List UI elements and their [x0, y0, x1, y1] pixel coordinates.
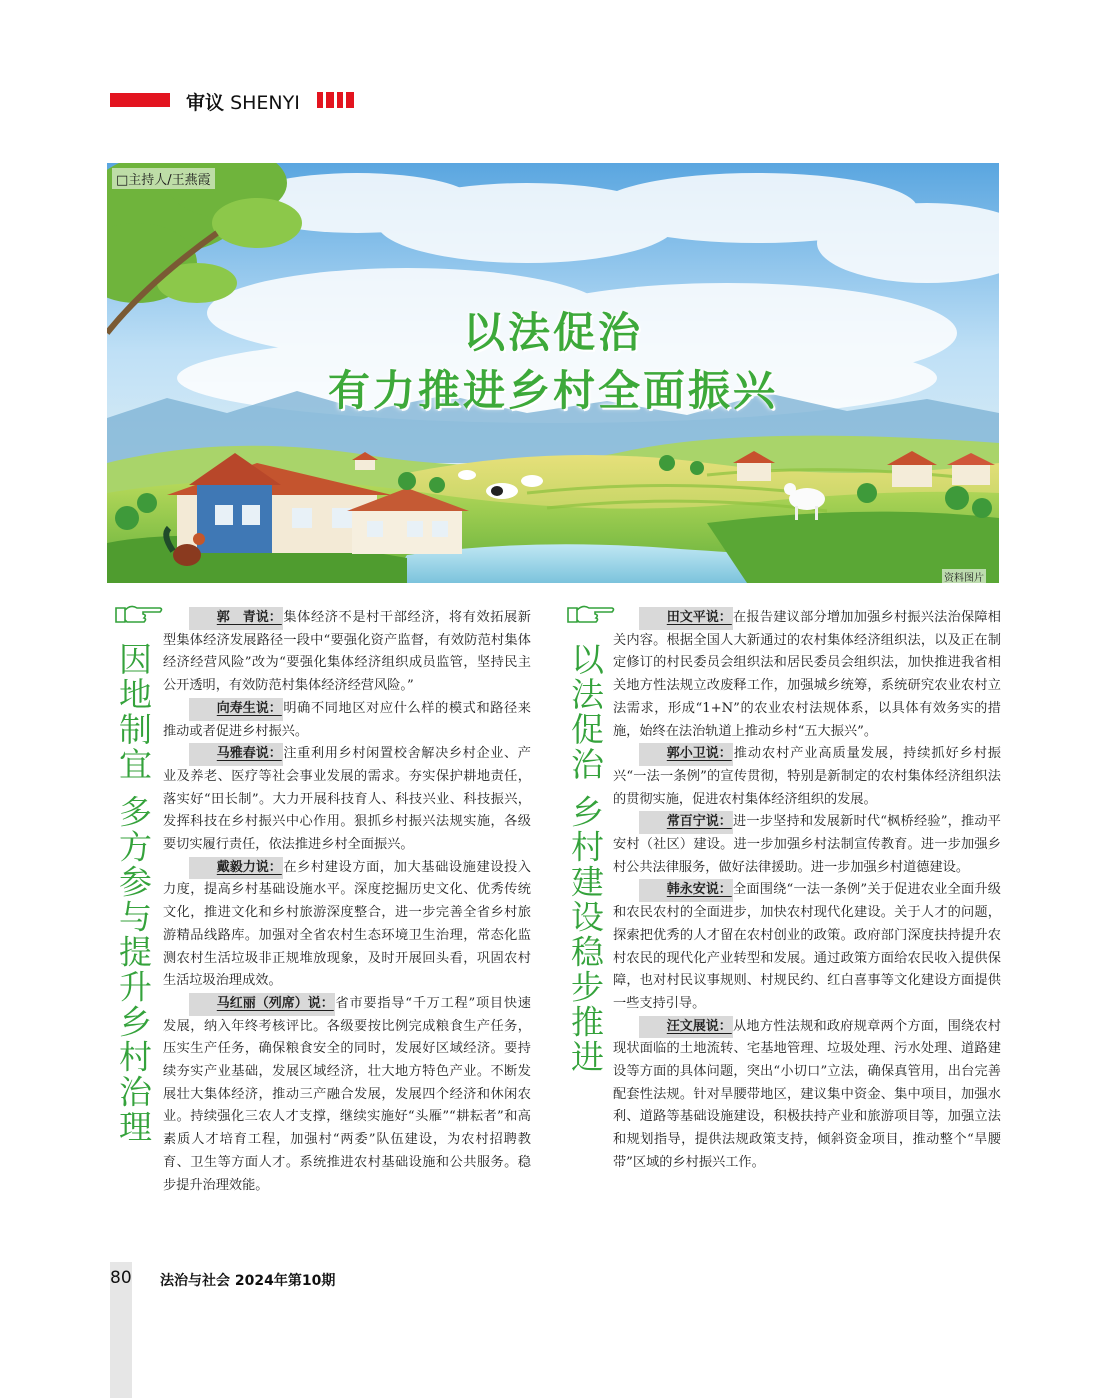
pointing-hand-icon: [113, 600, 165, 630]
speaker-label: 戴毅力说：: [189, 857, 282, 880]
stripe: [317, 92, 323, 108]
speaker-label: 马红丽（列席）说：: [189, 993, 334, 1016]
speech-text: 集体经济不是村干部经济，将有效拓展新型集体经济发展路径一段中“要强化资产监督，有效防范村集体经济经营风险”改为“要强化集体经济组织成员监管，坚持民主公开透明，有效防范村集体经济经营风险。”: [163, 610, 531, 694]
speaker-label: 韩永安说：: [639, 879, 732, 902]
speaker-label: 田文平说：: [639, 607, 732, 630]
section-label-en: SHENYI: [230, 92, 300, 114]
article-title-line1: 以法促治: [462, 308, 643, 357]
header-stripes: [317, 92, 354, 108]
page-number: 80: [110, 1268, 132, 1288]
speaker-label: 向寿生说：: [189, 698, 282, 721]
speaker-label: 郭小卫说：: [639, 743, 732, 766]
image-credit: 资料图片: [942, 569, 986, 584]
speech-text: 省市要指导“千万工程”项目快速发展，纳入年终考核评比。各级要按比例完成粮食生产任务，压实生产任务，确保粮食安全的同时，发展好区域经济。要持续夯实产业基础，发展区域经济，壮大地方特色产业。不断发展壮大集体经济，推动三产融合发展，发展四个经济和休闲农业。持续强化三农人才支撑，继续实施好“头雁”“耕耘者”和高素质人才培育工程，加强村“两委”队伍建设，为农村招聘教育、卫生等方面人才。系统推进农村基础设施和公共服务。稳步提升治理效能。: [163, 995, 531, 1193]
left-section-heading: 因地制宜 多方参与提升乡村治理: [114, 642, 153, 1145]
pointing-hand-icon: [565, 600, 617, 630]
speaker-label: 郭 青说：: [189, 607, 282, 630]
speech-paragraph: [163, 993, 531, 1197]
stripe: [337, 92, 343, 108]
speech-paragraph: [163, 698, 531, 743]
speaker-label: 马雅春说：: [189, 743, 282, 766]
speech-paragraph: [163, 607, 531, 698]
speech-text: 从地方性法规和政府规章两个方面，围绕农村现状面临的土地流转、宅基地管理、垃圾处理、污水处理、道路建设等方面的具体问题，突出“小切口”立法，确保真管用，出台完善配套性法规。针对旱腰带地区，建议集中资金、集中项目，加强水利、道路等基础设施建设，积极扶持产业和旅游项目等，加强立法和规划指导，提供法规政策支持，倾斜资金项目，推动整个“旱腰带”区域的乡村振兴工作。: [613, 1018, 1001, 1170]
speech-paragraph: [613, 1016, 1001, 1175]
right-section-heading: 以法促治 乡村建设稳步推进: [566, 642, 605, 1075]
speaker-label: 常百宁说：: [639, 811, 732, 834]
speech-text: 明确不同地区对应什么样的模式和路径来推动或者促进乡村振兴。: [163, 700, 531, 739]
speech-text: 全面围绕“一法一条例”关于促进农业全面升级和农民农村的全面进步，加快农村现代化建设。关于人才的问题，探索把优秀的人才留在农村创业的政策。政府部门深度扶持提升农村农民的现代化产业转型和发展。通过政策方面给农民收入提供保障，也对村民议事规则、村规民约、红白喜事等文化建设方面提供一些支持引导。: [613, 882, 1001, 1011]
speech-text: 推动农村产业高质量发展，持续抓好乡村振兴“一法一条例”的宣传贯彻，特别是新制定的农村集体经济组织法的贯彻实施，促进农村集体经济组织的发展。: [613, 746, 1001, 807]
right-column-text: [613, 607, 1001, 1175]
left-column-text: [163, 607, 531, 1197]
article-title-line2: 有力推进乡村全面振兴: [327, 366, 778, 415]
stripe: [346, 92, 354, 108]
speaker-label: 汪文展说：: [639, 1016, 732, 1039]
speech-paragraph: [613, 811, 1001, 879]
speech-paragraph: [613, 743, 1001, 811]
speech-text: 注重利用乡村闲置校舍解决乡村企业、产业及养老、医疗等社会事业发展的需求。夯实保护耕地责任，落实好“田长制”。大力开展科技育人、科技兴业、科技振兴，发挥科技在乡村振兴中心作用。狠抓乡村振兴法规实施，各级要切实履行责任，依法推进乡村全面振兴。: [163, 746, 531, 853]
host-credit: □主持人/王燕霞: [112, 168, 215, 189]
speech-paragraph: [163, 743, 531, 857]
speech-paragraph: [613, 607, 1001, 743]
section-label: [186, 88, 300, 115]
speech-paragraph: [163, 857, 531, 993]
speech-text: 进一步坚持和发展新时代“枫桥经验”，推动平安村（社区）建设。进一步加强乡村法制宣传教育。进一步加强乡村公共法律服务，做好法律援助。进一步加强乡村道德建设。: [613, 814, 1001, 875]
speech-text: 在乡村建设方面，加大基础设施建设投入力度，提高乡村基础设施水平。深度挖掘历史文化、优秀传统文化，推进文化和乡村旅游深度整合，进一步完善全省乡村旅游精品线路库。加强对全省农村生态环境卫生治理，常态化监测农村生活垃圾非正规堆放现象，及时开展回头看，巩固农村生活垃圾治理成效。: [163, 859, 531, 989]
section-label-cn: 审议: [186, 92, 225, 114]
publication-info: 法治与社会 2024年第10期: [160, 1273, 336, 1289]
speech-text: 在报告建议部分增加加强乡村振兴法治保障相关内容。根据全国人大新通过的农村集体经济组织法，以及正在制定修订的村民委员会组织法和居民委员会组织法，加快推进我省相关地方性法规立改废释工作，加强城乡统筹，系统研究农业农村立法需求，形成“1+N”的农业农村法规体系，以具体有效务实的措施，始终在法治轨道上推动乡村“五大振兴”。: [613, 610, 1001, 739]
stripe: [326, 92, 334, 108]
header-red-bar: [110, 93, 170, 107]
speech-paragraph: [613, 879, 1001, 1015]
